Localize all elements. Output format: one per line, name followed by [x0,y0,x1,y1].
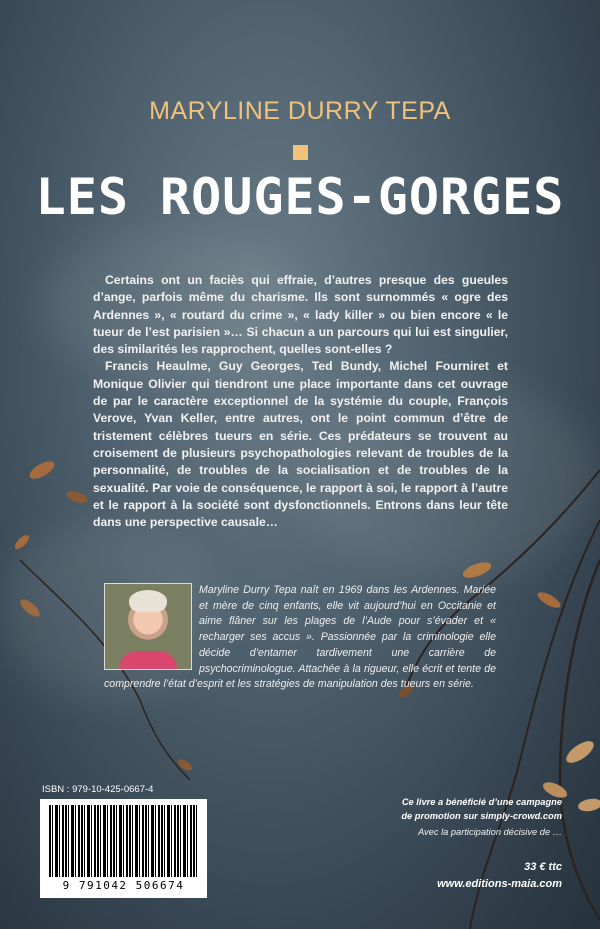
book-title: LES ROUGES-GORGES [35,168,565,226]
synopsis-paragraph-2: Francis Heaulme, Guy Georges, Ted Bundy, Michel Fourniret et Monique Olivier qui tiendront une place importante dans cet ouvrage de par le caractère exceptionnel de la systémie du couple, François Verove, Yvan Keller, entre autres, ont le point commun d’être de tristement célèbres tueurs en série. Ces prédateurs se trouvent au croisement de plusieurs psychopathologies relevant de troubles de la personnalité, de troubles de la socialisation et de troubles de la sexualité. Par voie de conséquence, le rapport à soi, le rapport à l’autre et le rapport à la société sont dysfonctionnels. Entrons dans leur tête dans une perspective causale… [93,359,508,530]
price: 33 € ttc [524,861,562,873]
barcode [40,799,207,898]
participation-note: Avec la participation décisive de … [417,827,562,837]
barcode-bars [49,805,199,877]
isbn-label: ISBN : 979-10-425-0667-4 [42,784,154,795]
promotion-note [342,795,562,823]
promotion-line-1: Ce livre a bénéficié d’une campagne [401,797,562,807]
publisher-website: www.editions-maia.com [437,878,562,890]
title-separator-square [293,145,308,160]
synopsis-paragraph-1: Certains ont un faciès qui effraie, d’autres presque des gueules d’ange, parfois même du charisme. Ils sont surnommés « ogre des Ardennes », « routard du crime », « lady killer » ou bien encore « le tueur de l’est parisien »… Si chacun a un parcours qui lui est singulier, des similarités les rapprochent, quelles sont-elles ? [93,273,508,357]
synopsis [93,272,508,531]
barcode-number: 9 791042 506674 [62,879,185,892]
promotion-line-2: de promotion sur simply-crowd.com [401,811,562,821]
author-bio: Maryline Durry Tepa naît en 1969 dans les Ardennes. Mariée et mère de cinq enfants, elle vit aujourd’hui en Occitanie et aime flâner sur les plages de l’Aude pour s’évader et « recharger ses accus ». Passionnée par la criminologie elle décide d’entamer tardivement une carrière de psychocriminologue. Attachée à la rigueur, elle écrit et tente de comprendre l’état d’esprit et les stratégies de manipulation des tueurs en série. [104,584,496,691]
author-name: MARYLINE DURRY TEPA [149,97,451,125]
